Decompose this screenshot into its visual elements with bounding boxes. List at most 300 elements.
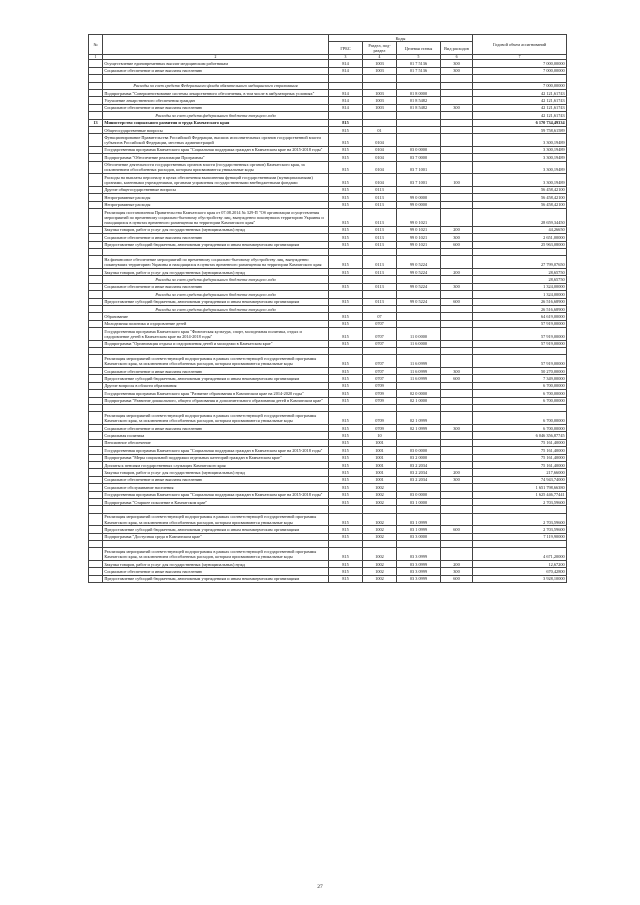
table-row [89, 60, 567, 67]
table-row [89, 454, 567, 461]
cell-grbs: 815 [329, 119, 363, 126]
cell-vid [441, 194, 473, 201]
cell-number [89, 469, 103, 476]
cell-grbs: 815 [329, 298, 363, 305]
cell-target [397, 291, 441, 298]
cell-grbs: 815 [329, 283, 363, 290]
cell-razdel [363, 119, 397, 126]
cell-amount: 7 000,00000 [473, 60, 567, 67]
cell-description: Закупка товаров, работ и услуг для государственных (муниципальных) нужд [103, 561, 329, 568]
table-row [89, 447, 567, 454]
cell-razdel: 0709 [363, 425, 397, 432]
table-row [89, 575, 567, 582]
cell-razdel: 1001 [363, 454, 397, 461]
cell-amount: 3 300,19489 [473, 154, 567, 161]
cell-razdel: 0113 [363, 201, 397, 208]
cell-grbs: 815 [329, 561, 363, 568]
cell-grbs [329, 75, 363, 82]
cell-grbs: 814 [329, 67, 363, 74]
cell-amount: 75 161,40000 [473, 447, 567, 454]
cell-vid [441, 390, 473, 397]
cell-number [89, 561, 103, 568]
table-row [89, 298, 567, 305]
cell-grbs: 815 [329, 425, 363, 432]
cell-number [89, 226, 103, 233]
cell-razdel [363, 305, 397, 312]
cell-target: 11 6 0999 [397, 375, 441, 382]
table-row [89, 320, 567, 327]
cell-vid [441, 548, 473, 561]
cell-amount: 6 700,00000 [473, 397, 567, 404]
cell-grbs [329, 305, 363, 312]
cell-target [397, 541, 441, 548]
cell-razdel [363, 506, 397, 513]
cell-amount: 44,26650 [473, 226, 567, 233]
cell-grbs: 815 [329, 161, 363, 174]
cell-number [89, 291, 103, 298]
cell-razdel: 1003 [363, 60, 397, 67]
cell-number [89, 298, 103, 305]
cell-grbs: 815 [329, 397, 363, 404]
cell-razdel: 1002 [363, 526, 397, 533]
cell-description: Государственная программа Камчатского края "Развитие образования в Камчатском крае на 2014-2020 годы" [103, 390, 329, 397]
cell-description: Подпрограмма "Обеспечение реализации Программы" [103, 154, 329, 161]
cell-vid: 200 [441, 268, 473, 275]
cell-vid: 300 [441, 283, 473, 290]
cell-description: Другие вопросы в области образования [103, 382, 329, 389]
cell-razdel [363, 276, 397, 283]
cell-vid [441, 89, 473, 96]
cell-grbs [329, 112, 363, 119]
table-row [89, 209, 567, 227]
cell-amount: 1 324,00000 [473, 283, 567, 290]
cell-number [89, 476, 103, 483]
cell-target: 03 0 0000 [397, 491, 441, 498]
cell-target [397, 305, 441, 312]
cell-razdel: 1002 [363, 491, 397, 498]
cell-razdel [363, 348, 397, 355]
cell-description: Подпрограмма "Организация отдыха и оздоровления детей и молодежи в Камчатском крае" [103, 340, 329, 347]
table-row [89, 146, 567, 153]
cell-number [89, 548, 103, 561]
table-row [89, 313, 567, 320]
cell-number [89, 328, 103, 341]
cell-number [89, 82, 103, 89]
cell-vid [441, 291, 473, 298]
cell-number [89, 256, 103, 269]
cell-razdel: 0104 [363, 146, 397, 153]
cell-vid [441, 412, 473, 425]
cell-number [89, 134, 103, 147]
cell-amount: 670,42800 [473, 568, 567, 575]
cell-target: 03 2 2034 [397, 461, 441, 468]
cell-target: 03 3 0999 [397, 548, 441, 561]
table-row [89, 75, 567, 82]
cell-grbs: 815 [329, 126, 363, 133]
column-header-target: Целевая статья [397, 42, 441, 55]
cell-target: 99 0 1021 [397, 209, 441, 227]
cell-grbs: 815 [329, 432, 363, 439]
cell-razdel [363, 291, 397, 298]
cell-amount: 28,65750 [473, 268, 567, 275]
cell-description [103, 506, 329, 513]
cell-grbs: 815 [329, 241, 363, 248]
cell-grbs [329, 506, 363, 513]
cell-description: Общегосударственные вопросы [103, 126, 329, 133]
cell-amount: 26 516,68900 [473, 298, 567, 305]
cell-description [103, 249, 329, 256]
cell-razdel: 0113 [363, 298, 397, 305]
cell-description: Государственная программа Камчатского края "Социальная поддержка граждан в Камчатском крае на 2015-2018 годы" [103, 447, 329, 454]
cell-amount: 75 161,40000 [473, 439, 567, 446]
cell-target [397, 112, 441, 119]
table-row [89, 506, 567, 513]
cell-razdel: 0104 [363, 134, 397, 147]
cell-description [103, 405, 329, 412]
cell-target: 03 7 1001 [397, 161, 441, 174]
cell-number [89, 209, 103, 227]
cell-grbs: 815 [329, 201, 363, 208]
table-row [89, 491, 567, 498]
cell-razdel: 1002 [363, 568, 397, 575]
cell-description: Реализация мероприятий соответствующей подпрограммы в рамках соответствующей государственной программы Камчатского края, за исключением обособленных расходов, которым присваиваются уникальные коды [103, 548, 329, 561]
cell-grbs [329, 82, 363, 89]
cell-description: Предоставление субсидий бюджетным, автономным учреждениям и иным некоммерческим организациям [103, 375, 329, 382]
cell-amount: 1 324,00000 [473, 291, 567, 298]
cell-target: 99 0 1021 [397, 241, 441, 248]
table-row [89, 355, 567, 368]
cell-amount: 2 703,59600 [473, 498, 567, 505]
cell-description [103, 541, 329, 548]
cell-target: 03 1 0999 [397, 513, 441, 526]
cell-description: Осуществление единовременных выплат медицинским работникам [103, 60, 329, 67]
cell-description: Расходы за счет средств федерального бюджета текущего года [103, 112, 329, 119]
table-row-note [89, 305, 567, 312]
cell-grbs: 815 [329, 375, 363, 382]
cell-razdel: 1001 [363, 461, 397, 468]
column-header-codes: Коды [329, 35, 473, 42]
cell-grbs: 814 [329, 89, 363, 96]
table-row [89, 498, 567, 505]
cell-vid: 200 [441, 469, 473, 476]
cell-target: 02 1 0000 [397, 397, 441, 404]
table-row [89, 348, 567, 355]
cell-amount: 3 928,10000 [473, 575, 567, 582]
cell-target: 02 0 0000 [397, 390, 441, 397]
column-header-number: № [89, 35, 103, 55]
cell-amount: 42 121,61743 [473, 89, 567, 96]
cell-amount: 74 943,74000 [473, 476, 567, 483]
cell-number [89, 491, 103, 498]
cell-description: Социальное обслуживание населения [103, 484, 329, 491]
cell-target: 03 2 2034 [397, 469, 441, 476]
cell-description: На финансовое обеспечение мероприятий по временному социально-бытовому обустройству лиц, вынужденно покинувших территорию Украины и находящихся в пунктах временного размещения на территории Камчатского края [103, 256, 329, 269]
cell-number [89, 484, 103, 491]
cell-grbs: 815 [329, 174, 363, 187]
cell-target [397, 382, 441, 389]
table-row [89, 568, 567, 575]
cell-grbs [329, 276, 363, 283]
cell-amount: 217,66000 [473, 469, 567, 476]
cell-target: 11 6 0000 [397, 340, 441, 347]
table-row [89, 241, 567, 248]
cell-razdel [363, 112, 397, 119]
table-row [89, 194, 567, 201]
cell-target [397, 276, 441, 283]
cell-vid [441, 276, 473, 283]
cell-description: Улучшение лекарственного обеспечения граждан [103, 97, 329, 104]
cell-number [89, 461, 103, 468]
cell-grbs: 815 [329, 469, 363, 476]
cell-vid [441, 97, 473, 104]
cell-vid [441, 439, 473, 446]
cell-grbs: 814 [329, 60, 363, 67]
cell-target: 99 0 5224 [397, 268, 441, 275]
cell-description: Непрограммные расходы [103, 194, 329, 201]
cell-grbs: 815 [329, 526, 363, 533]
cell-number [89, 425, 103, 432]
cell-razdel: 1003 [363, 104, 397, 111]
table-row [89, 476, 567, 483]
table-row-note [89, 291, 567, 298]
cell-grbs: 815 [329, 498, 363, 505]
table-row [89, 390, 567, 397]
cell-razdel: 0707 [363, 340, 397, 347]
cell-razdel: 1003 [363, 67, 397, 74]
cell-description: Предоставление субсидий бюджетным, автономным учреждениям и иным некоммерческим организациям [103, 241, 329, 248]
column-header-volume: Годовой объем ассигнований [473, 35, 567, 55]
cell-number [89, 412, 103, 425]
cell-target [397, 484, 441, 491]
cell-grbs [329, 249, 363, 256]
cell-vid [441, 491, 473, 498]
cell-grbs: 815 [329, 447, 363, 454]
cell-amount: 12,67200 [473, 561, 567, 568]
cell-amount: 59 758,61589 [473, 126, 567, 133]
cell-number [89, 568, 103, 575]
cell-amount: 26 516,68900 [473, 305, 567, 312]
cell-vid [441, 249, 473, 256]
cell-grbs: 815 [329, 476, 363, 483]
cell-target [397, 320, 441, 327]
cell-vid: 300 [441, 60, 473, 67]
cell-number [89, 283, 103, 290]
table-row [89, 174, 567, 187]
table-row [89, 513, 567, 526]
cell-description: Министерство социального развития и труда Камчатского края [103, 119, 329, 126]
cell-razdel: 1002 [363, 513, 397, 526]
cell-amount: 56 458,42100 [473, 186, 567, 193]
table-row [89, 469, 567, 476]
cell-vid [441, 348, 473, 355]
cell-description: Социальное обеспечение и иные выплаты населению [103, 476, 329, 483]
table-row [89, 97, 567, 104]
cell-razdel: 0113 [363, 256, 397, 269]
cell-vid [441, 340, 473, 347]
cell-vid: 300 [441, 234, 473, 241]
table-row [89, 541, 567, 548]
cell-vid [441, 513, 473, 526]
cell-amount: 1 651 798,66380 [473, 484, 567, 491]
cell-amount: 7 349,00000 [473, 375, 567, 382]
cell-razdel [363, 541, 397, 548]
cell-razdel: 07 [363, 313, 397, 320]
cell-vid: 600 [441, 575, 473, 582]
cell-razdel: 0113 [363, 283, 397, 290]
cell-vid [441, 506, 473, 513]
cell-vid [441, 256, 473, 269]
column-index: 1 [89, 54, 103, 59]
cell-amount: 57 919,00000 [473, 340, 567, 347]
cell-number [89, 305, 103, 312]
cell-target: 02 1 0999 [397, 425, 441, 432]
cell-razdel: 0707 [363, 375, 397, 382]
table-row [89, 375, 567, 382]
cell-description: Реализация мероприятий соответствующей подпрограммы в рамках соответствующей государственной программы Камчатского края, за исключением обособленных расходов, которым присваиваются уникальные коды [103, 355, 329, 368]
cell-grbs: 815 [329, 313, 363, 320]
cell-number [89, 405, 103, 412]
cell-description: Социальное обеспечение и иные выплаты населению [103, 234, 329, 241]
cell-grbs [329, 405, 363, 412]
cell-vid [441, 75, 473, 82]
cell-number [89, 498, 103, 505]
cell-grbs: 815 [329, 454, 363, 461]
cell-grbs: 815 [329, 412, 363, 425]
table-row [89, 134, 567, 147]
cell-amount: 7 000,00000 [473, 82, 567, 89]
column-header-razdel: Раздел, под-раздел [363, 42, 397, 55]
cell-description: Подпрограмма "Доступная среда в Камчатском крае" [103, 533, 329, 540]
cell-vid: 600 [441, 375, 473, 382]
cell-description: Предоставление субсидий бюджетным, автономным учреждениям и иным некоммерческим организациям [103, 298, 329, 305]
table-row [89, 382, 567, 389]
cell-grbs: 815 [329, 439, 363, 446]
cell-amount: 6 700,00000 [473, 425, 567, 432]
cell-amount [473, 405, 567, 412]
cell-vid [441, 201, 473, 208]
cell-description: Расходы на выплаты персоналу в целях обеспечения выполнения функций государственными (муниципальными) органами, казенными учреждениями, органами управления государственными внебюджетными фондами [103, 174, 329, 187]
cell-razdel: 0709 [363, 412, 397, 425]
cell-vid [441, 461, 473, 468]
cell-number [89, 276, 103, 283]
cell-grbs: 815 [329, 226, 363, 233]
cell-razdel: 0709 [363, 382, 397, 389]
cell-vid [441, 355, 473, 368]
cell-description: Социальное обеспечение и иные выплаты населению [103, 425, 329, 432]
cell-number [89, 67, 103, 74]
cell-number [89, 382, 103, 389]
table-body [89, 60, 567, 583]
cell-vid [441, 397, 473, 404]
cell-target: 11 6 0999 [397, 355, 441, 368]
cell-vid: 200 [441, 561, 473, 568]
cell-amount: 64 619,00000 [473, 313, 567, 320]
cell-number [89, 355, 103, 368]
cell-description: Закупка товаров, работ и услуг для государственных (муниципальных) нужд [103, 226, 329, 233]
cell-amount: 3 300,19489 [473, 146, 567, 153]
cell-vid: 300 [441, 425, 473, 432]
cell-razdel [363, 75, 397, 82]
cell-number [89, 439, 103, 446]
cell-grbs [329, 541, 363, 548]
cell-number [89, 186, 103, 193]
table-row [89, 161, 567, 174]
cell-razdel: 1001 [363, 469, 397, 476]
cell-grbs: 815 [329, 154, 363, 161]
cell-vid [441, 119, 473, 126]
cell-amount: 3 300,19489 [473, 161, 567, 174]
cell-description: Расходы за счет средств федерального бюджета текущего года [103, 291, 329, 298]
cell-grbs [329, 291, 363, 298]
table-row [89, 154, 567, 161]
cell-description: Подпрограмма "Развитие дошкольного, общего образования и дополнительного образования детей в Камчатском крае" [103, 397, 329, 404]
cell-target: 01 7 5136 [397, 67, 441, 74]
cell-razdel: 1003 [363, 97, 397, 104]
table-row [89, 548, 567, 561]
cell-amount: 42 121,61743 [473, 104, 567, 111]
cell-grbs: 815 [329, 194, 363, 201]
cell-vid [441, 541, 473, 548]
cell-grbs: 815 [329, 368, 363, 375]
table-row [89, 201, 567, 208]
table-row [89, 226, 567, 233]
cell-razdel: 0113 [363, 241, 397, 248]
cell-number [89, 154, 103, 161]
cell-number [89, 313, 103, 320]
cell-grbs: 815 [329, 568, 363, 575]
cell-razdel: 0113 [363, 209, 397, 227]
cell-number [89, 112, 103, 119]
cell-number [89, 174, 103, 187]
cell-description: Функционирование Правительства Российской Федерации, высших исполнительных органов государственной власти субъектов Российской Федерации, местных администраций [103, 134, 329, 147]
cell-vid [441, 82, 473, 89]
cell-grbs: 815 [329, 513, 363, 526]
cell-vid [441, 328, 473, 341]
cell-target: 11 0 0000 [397, 328, 441, 341]
cell-number [89, 348, 103, 355]
table-header [89, 35, 567, 60]
cell-grbs: 815 [329, 382, 363, 389]
cell-grbs: 815 [329, 533, 363, 540]
cell-vid: 300 [441, 568, 473, 575]
cell-vid [441, 126, 473, 133]
cell-number [89, 506, 103, 513]
cell-target: 99 0 5224 [397, 283, 441, 290]
cell-razdel: 0113 [363, 234, 397, 241]
table-row [89, 368, 567, 375]
cell-number [89, 397, 103, 404]
table-row [89, 484, 567, 491]
cell-number: 13 [89, 119, 103, 126]
cell-grbs: 815 [329, 209, 363, 227]
cell-target [397, 348, 441, 355]
cell-grbs: 815 [329, 256, 363, 269]
cell-number [89, 390, 103, 397]
cell-description: Подпрограмма "Старшее поколение в Камчатском крае" [103, 498, 329, 505]
cell-vid [441, 146, 473, 153]
cell-number [89, 447, 103, 454]
cell-vid [441, 313, 473, 320]
cell-razdel: 0104 [363, 154, 397, 161]
cell-target: 99 0 5224 [397, 256, 441, 269]
cell-description: Реализация постановления Правительства Камчатского края от 07.08.2014 № 329-П "Об организации осуществления мероприятий по временному социально-бытовому обустройству лиц, вынужденно покинувших территорию Украины и находящихся в пунктах временного размещения на территории Камчатского края" [103, 209, 329, 227]
cell-description: Государственная программа Камчатского края "Физическая культура, спорт, молодежная политика, отдых и оздоровление детей в Камчатском крае на 2014-2018 годы" [103, 328, 329, 341]
cell-razdel: 1001 [363, 447, 397, 454]
cell-amount: 75 161,40000 [473, 454, 567, 461]
table-row [89, 432, 567, 439]
cell-number [89, 375, 103, 382]
cell-target: 01 8 5482 [397, 97, 441, 104]
